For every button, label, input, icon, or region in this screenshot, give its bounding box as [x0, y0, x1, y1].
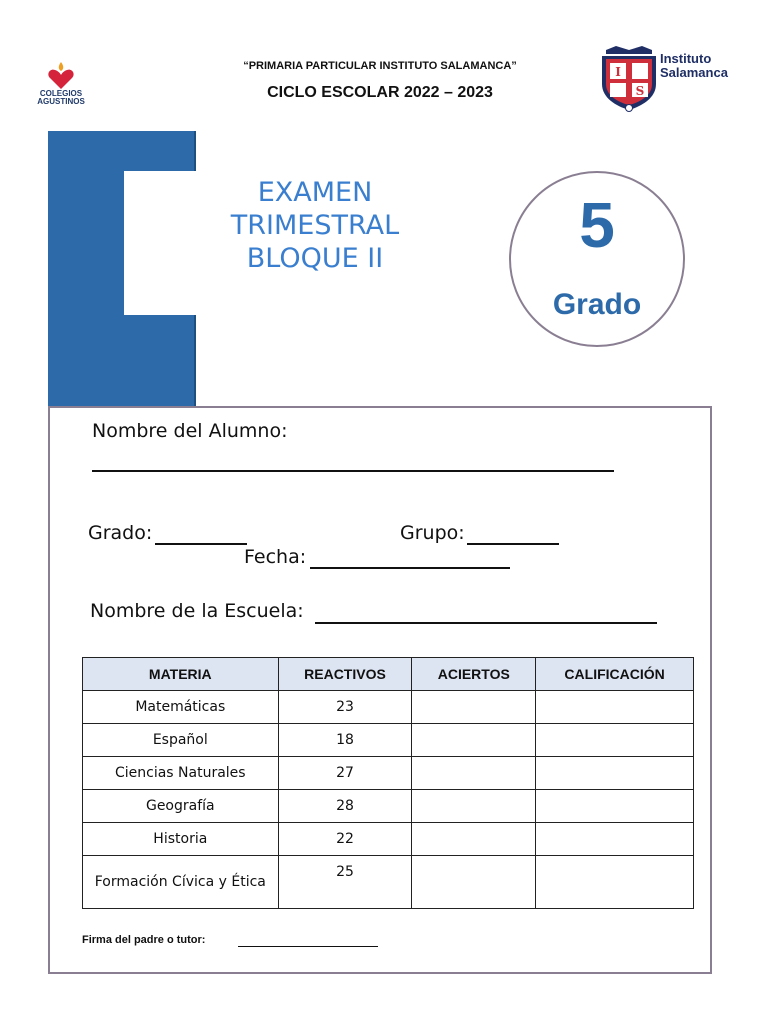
subject-cell: Matemáticas [83, 691, 279, 724]
right-logo-line-2: Salamanca [660, 65, 728, 80]
school-field[interactable] [315, 622, 657, 624]
table-row [83, 856, 694, 909]
left-logo-text: COLEGIOS AGUSTINOS [37, 89, 85, 106]
table-header-row [83, 658, 694, 691]
colegios-agustinos-logo [30, 58, 92, 110]
subject-cell: Ciencias Naturales [83, 757, 279, 790]
score-cell[interactable] [536, 757, 694, 790]
exam-title [205, 176, 425, 275]
exam-title-line-2: TRIMESTRAL [230, 210, 400, 241]
heart-flame-icon [30, 58, 92, 92]
header-calificacion: CALIFICACIÓN [536, 658, 694, 691]
right-logo-line-1: Instituto [660, 51, 712, 66]
correct-cell[interactable] [412, 757, 536, 790]
subject-cell: Geografía [83, 790, 279, 823]
score-cell[interactable] [536, 724, 694, 757]
grade-word: Grado [552, 288, 642, 321]
right-logo-text [660, 52, 728, 80]
exam-title-line-1: EXAMEN [257, 177, 373, 208]
items-cell: 28 [278, 790, 412, 823]
date-field[interactable] [310, 567, 510, 569]
grade-number: 5 [579, 189, 615, 261]
student-name-label: Nombre del Alumno: [92, 420, 288, 442]
items-cell: 22 [278, 823, 412, 856]
shield-letter-i: I [615, 65, 621, 79]
score-cell[interactable] [536, 856, 694, 909]
items-cell: 25 [278, 856, 412, 909]
signature-label: Firma del padre o tutor: [82, 934, 206, 946]
grade-label: Grado: [88, 522, 153, 544]
score-cell[interactable] [536, 790, 694, 823]
header-materia: MATERIA [83, 658, 279, 691]
subject-cell: Español [83, 724, 279, 757]
score-cell[interactable] [536, 823, 694, 856]
correct-cell[interactable] [412, 691, 536, 724]
items-cell: 23 [278, 691, 412, 724]
table-row [83, 724, 694, 757]
shield-letter-s: S [635, 84, 645, 98]
school-label: Nombre de la Escuela: [90, 600, 304, 622]
subject-cell: Formación Cívica y Ética [83, 856, 279, 909]
group-label: Grupo: [400, 522, 465, 544]
subject-cell: Historia [83, 823, 279, 856]
items-cell: 27 [278, 757, 412, 790]
date-label: Fecha: [244, 546, 307, 568]
subjects-table [82, 657, 694, 909]
items-cell: 18 [278, 724, 412, 757]
table-row [83, 790, 694, 823]
student-name-field[interactable] [92, 470, 614, 472]
correct-cell[interactable] [412, 823, 536, 856]
score-cell[interactable] [536, 691, 694, 724]
header-aciertos: ACIERTOS [412, 658, 536, 691]
instituto-salamanca-logo [598, 44, 758, 114]
correct-cell[interactable] [412, 856, 536, 909]
table-row [83, 691, 694, 724]
group-field[interactable] [467, 543, 559, 545]
bracket-bottom-bar [48, 315, 196, 408]
table-row [83, 757, 694, 790]
school-name: “PRIMARIA PARTICULAR INSTITUTO SALAMANCA” [243, 60, 517, 72]
correct-cell[interactable] [412, 724, 536, 757]
table-row [83, 823, 694, 856]
signature-field[interactable] [238, 946, 378, 947]
exam-title-line-3: BLOQUE II [246, 243, 384, 274]
shield-icon [598, 44, 660, 114]
correct-cell[interactable] [412, 790, 536, 823]
school-cycle: CICLO ESCOLAR 2022 – 2023 [267, 84, 493, 101]
grade-field[interactable] [155, 543, 247, 545]
header-reactivos: REACTIVOS [278, 658, 412, 691]
